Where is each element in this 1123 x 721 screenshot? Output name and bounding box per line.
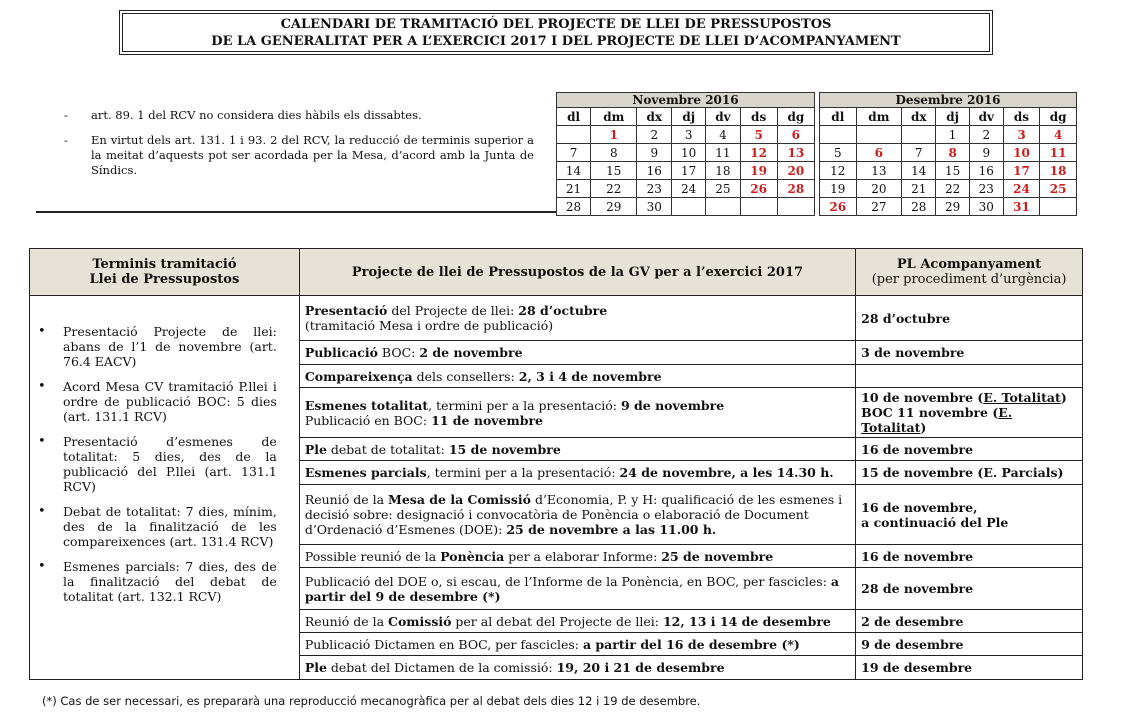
calendar-day: 29 bbox=[936, 198, 970, 216]
text-segment: 15 de novembre (E. Parcials) bbox=[861, 465, 1064, 480]
calendar-day bbox=[777, 198, 814, 216]
text-segment: a partir del 16 de desembre (*) bbox=[582, 636, 800, 652]
calendar-day: 15 bbox=[936, 162, 970, 180]
footnote: (*) Cas de ser necessari, es prepararà una reproducció mecanogràfica per al debat dels dies 12 i 19 de desembre. bbox=[42, 694, 701, 708]
text-segment: del Projecte de llei: bbox=[387, 303, 519, 318]
text-segment: 24 de novembre, a les 14.30 h. bbox=[619, 465, 834, 480]
calendar-week bbox=[820, 126, 1077, 144]
calendar-day: 7 bbox=[557, 144, 591, 162]
calendar-day: 27 bbox=[856, 198, 902, 216]
acompanyament-cell bbox=[856, 656, 1083, 680]
calendar-december bbox=[819, 92, 1077, 216]
terminis-item bbox=[38, 324, 277, 369]
calendar-month-row bbox=[820, 93, 1077, 108]
text-segment: Possible reunió de la bbox=[304, 548, 441, 564]
text-segment: ) bbox=[920, 420, 927, 435]
text-segment: per al debat del Projecte de llei: bbox=[451, 613, 663, 629]
acompanyament-cell bbox=[856, 545, 1083, 568]
calendar-weekday: ds bbox=[740, 108, 777, 126]
text-segment: 9 de novembre bbox=[620, 397, 725, 413]
terminis-item-text: Presentació d’esmenes de totalitat: 5 dies, des de la publicació del P.llei (art. 131.1 RCV) bbox=[63, 434, 277, 494]
text-segment: , termini per a la presentació: bbox=[426, 465, 620, 480]
calendar-day: 12 bbox=[740, 144, 777, 162]
calendar-day: 13 bbox=[856, 162, 902, 180]
text-segment: a partir del 9 de desembre (*) bbox=[304, 573, 839, 604]
schedule-header-row bbox=[30, 249, 1083, 296]
text-segment: Ponència bbox=[440, 548, 505, 564]
text-segment: E. Totalitat bbox=[983, 390, 1061, 405]
projecte-cell bbox=[299, 633, 855, 656]
text-segment: (tramitació Mesa i ordre de publicació) bbox=[304, 318, 554, 333]
acompanyament-cell bbox=[856, 365, 1083, 388]
calendar-day: 28 bbox=[902, 198, 936, 216]
calendar-weekday: dg bbox=[777, 108, 814, 126]
calendar-day: 30 bbox=[637, 198, 672, 216]
header-projecte: Projecte de llei de Pressupostos de la GV per a l’exercici 2017 bbox=[299, 249, 855, 296]
calendar-weekday: dg bbox=[1040, 108, 1077, 126]
note-text: En virtut dels art. 131. 1 i 93. 2 del RCV, la reducció de terminis superior a la meitat d’aquests pot ser acordada per la Mesa, d’acord amb la Junta de Síndics. bbox=[91, 133, 534, 177]
text-segment: Esmenes parcials bbox=[304, 465, 427, 480]
title-line-2: DE LA GENERALITAT PER A L’EXERCICI 2017 I DEL PROJECTE DE LLEI D’ACOMPANYAMENT bbox=[211, 33, 901, 49]
calendar-month-row bbox=[557, 93, 815, 108]
calendar-day bbox=[706, 198, 740, 216]
terminis-item-text: Esmenes parcials: 7 dies, des de la finalització del debat de totalitat (art. 132.1 RCV) bbox=[63, 559, 277, 604]
calendar-day: 15 bbox=[591, 162, 637, 180]
acompanyament-cell bbox=[856, 388, 1083, 438]
header-terminis bbox=[30, 249, 300, 296]
calendar-weekday-row bbox=[820, 108, 1077, 126]
acompanyament-cell bbox=[856, 568, 1083, 610]
terminis-cell bbox=[30, 296, 300, 680]
schedule-table bbox=[29, 248, 1083, 680]
calendar-day: 4 bbox=[1040, 126, 1077, 144]
terminis-item bbox=[38, 504, 277, 549]
text-segment: 2 de desembre bbox=[861, 613, 964, 629]
calendar-day: 26 bbox=[740, 180, 777, 198]
calendar-weekday-row bbox=[557, 108, 815, 126]
calendar-day: 11 bbox=[706, 144, 740, 162]
text-segment: ) BOC 11 novembre ( bbox=[861, 390, 1067, 420]
text-segment: Comissió bbox=[388, 613, 452, 629]
calendar-day: 1 bbox=[936, 126, 970, 144]
bullet: • bbox=[38, 324, 46, 339]
calendar-day: 25 bbox=[706, 180, 740, 198]
calendar-day: 2 bbox=[969, 126, 1003, 144]
calendar-month-title: Novembre 2016 bbox=[557, 93, 815, 108]
acompanyament-cell bbox=[856, 633, 1083, 656]
text-segment: Presentació bbox=[304, 303, 388, 318]
calendar-day: 16 bbox=[637, 162, 672, 180]
text-segment: , termini per a la presentació: bbox=[428, 397, 621, 413]
text-segment: 19 de desembre bbox=[861, 660, 973, 675]
calendar-week bbox=[820, 144, 1077, 162]
calendar-day bbox=[740, 198, 777, 216]
projecte-cell bbox=[299, 568, 855, 610]
calendar-day: 8 bbox=[936, 144, 970, 162]
text-segment: Publicació Dictamen en BOC, per fascicles: bbox=[304, 636, 583, 652]
calendar-day: 11 bbox=[1040, 144, 1077, 162]
text-segment: 16 de novembre bbox=[861, 548, 974, 564]
bullet: • bbox=[38, 379, 46, 394]
text-segment: 28 d’octubre bbox=[518, 303, 608, 318]
text-segment: 10 de novembre ( bbox=[861, 390, 984, 405]
calendar-day: 1 bbox=[591, 126, 637, 144]
text-segment: 2 de novembre bbox=[419, 345, 523, 360]
text-segment: 12, 13 i 14 de desembre bbox=[662, 613, 831, 629]
text-segment: 19, 20 i 21 de desembre bbox=[556, 660, 725, 675]
calendar-weekday: dx bbox=[637, 108, 672, 126]
text-segment: Ple bbox=[304, 441, 327, 457]
text-segment: 9 de desembre bbox=[861, 636, 964, 652]
calendar-day: 30 bbox=[969, 198, 1003, 216]
text-segment: 11 de novembre bbox=[431, 412, 544, 428]
header-acompanyament-line2: (per procediment d’urgència) bbox=[871, 272, 1067, 287]
calendar-day: 17 bbox=[1003, 162, 1040, 180]
terminis-item bbox=[38, 379, 277, 424]
header-acompanyament bbox=[856, 249, 1083, 296]
text-segment: per a elaborar Informe: bbox=[504, 548, 662, 564]
calendar-day: 22 bbox=[936, 180, 970, 198]
header-terminis-line2: Llei de Pressupostos bbox=[89, 272, 240, 287]
terminis-item-text: Presentació Projecte de llei: abans de l’1 de novembre (art. 76.4 EACV) bbox=[63, 324, 277, 369]
calendar-day: 19 bbox=[740, 162, 777, 180]
divider-line bbox=[36, 211, 556, 213]
calendar-day: 28 bbox=[777, 180, 814, 198]
note-item bbox=[64, 133, 534, 178]
calendar-month-title: Desembre 2016 bbox=[820, 93, 1077, 108]
text-segment: Reunió de la bbox=[304, 613, 389, 629]
schedule-body bbox=[30, 296, 1083, 680]
calendar-day: 21 bbox=[902, 180, 936, 198]
text-segment: 15 de novembre bbox=[448, 441, 561, 457]
text-segment: Esmenes totalitat bbox=[304, 397, 429, 413]
calendar-day: 12 bbox=[820, 162, 857, 180]
calendar-weekday: dl bbox=[557, 108, 591, 126]
projecte-cell bbox=[299, 438, 855, 461]
bullet: • bbox=[38, 434, 46, 449]
calendar-weekday: dv bbox=[706, 108, 740, 126]
header-acompanyament-line1: PL Acompanyament bbox=[896, 257, 1042, 272]
calendar-weekday: dm bbox=[856, 108, 902, 126]
acompanyament-cell bbox=[856, 296, 1083, 341]
text-segment: BOC: bbox=[377, 345, 420, 360]
calendar-day: 23 bbox=[637, 180, 672, 198]
calendar-day: 25 bbox=[1040, 180, 1077, 198]
acompanyament-cell bbox=[856, 438, 1083, 461]
calendar-day: 19 bbox=[820, 180, 857, 198]
calendar-day: 24 bbox=[672, 180, 706, 198]
calendar-day: 28 bbox=[557, 198, 591, 216]
text-segment: 16 de novembre bbox=[861, 441, 974, 457]
terminis-item-text: Debat de totalitat: 7 dies, mínim, des de la finalització de les compareixences (art. 131.4 RCV) bbox=[63, 504, 277, 549]
projecte-cell bbox=[299, 656, 855, 680]
text-segment: 28 d’octubre bbox=[861, 310, 951, 326]
calendar-day: 6 bbox=[856, 144, 902, 162]
text-segment: Publicació bbox=[304, 345, 378, 360]
calendar-day: 10 bbox=[1003, 144, 1040, 162]
calendar-day: 10 bbox=[672, 144, 706, 162]
schedule-row bbox=[30, 296, 1083, 341]
text-segment: d’Economia, P. y H: qualificació de les esmenes i decisió sobre: designació i convocatòria de Ponència o elaboració de Document d’Ordenació d’Esmenes (DOE): bbox=[304, 492, 843, 537]
calendar-day: 23 bbox=[969, 180, 1003, 198]
text-segment: Mesa de la Comissió bbox=[388, 492, 531, 507]
calendar-week bbox=[557, 180, 815, 198]
note-item bbox=[64, 108, 534, 123]
calendar-week bbox=[557, 162, 815, 180]
text-segment: debat de totalitat: bbox=[326, 441, 449, 457]
calendar-day: 2 bbox=[637, 126, 672, 144]
title-line-1: CALENDARI DE TRAMITACIÓ DEL PROJECTE DE LLEI DE PRESSUPOSTOS bbox=[280, 16, 832, 32]
calendar-week bbox=[820, 180, 1077, 198]
header-terminis-line1: Terminis tramitació bbox=[92, 257, 237, 272]
bullet: • bbox=[38, 504, 46, 519]
text-segment: Ple bbox=[304, 660, 327, 675]
acompanyament-cell bbox=[856, 341, 1083, 365]
calendar-day: 14 bbox=[902, 162, 936, 180]
calendar-day bbox=[1040, 198, 1077, 216]
projecte-cell bbox=[299, 388, 855, 438]
calendar-day: 9 bbox=[637, 144, 672, 162]
text-segment: E. Totalitat bbox=[861, 405, 1013, 435]
calendar-day: 29 bbox=[591, 198, 637, 216]
calendar-day bbox=[672, 198, 706, 216]
calendar-day: 16 bbox=[969, 162, 1003, 180]
projecte-cell bbox=[299, 365, 855, 388]
calendar-day bbox=[902, 126, 936, 144]
notes bbox=[64, 108, 534, 188]
calendar-day: 21 bbox=[557, 180, 591, 198]
calendar-weekday: dv bbox=[969, 108, 1003, 126]
acompanyament-cell bbox=[856, 461, 1083, 485]
note-text: art. 89. 1 del RCV no considera dies hàbils els dissabtes. bbox=[91, 108, 422, 122]
calendar-day: 20 bbox=[856, 180, 902, 198]
calendar-day bbox=[856, 126, 902, 144]
calendar-day: 8 bbox=[591, 144, 637, 162]
calendar-day: 13 bbox=[777, 144, 814, 162]
calendar-weekday: dm bbox=[591, 108, 637, 126]
calendar-day: 4 bbox=[706, 126, 740, 144]
note-dash: - bbox=[64, 133, 68, 147]
calendar-weekday: dx bbox=[902, 108, 936, 126]
calendar-day: 24 bbox=[1003, 180, 1040, 198]
document-title-box bbox=[119, 10, 993, 55]
text-segment: 28 de novembre bbox=[861, 581, 974, 596]
calendar-week bbox=[557, 198, 815, 216]
projecte-cell bbox=[299, 341, 855, 365]
calendar-day: 3 bbox=[1003, 126, 1040, 144]
calendar-day: 7 bbox=[902, 144, 936, 162]
calendar-day: 3 bbox=[672, 126, 706, 144]
terminis-item-text: Acord Mesa CV tramitació P.llei i ordre de publicació BOC: 5 dies (art. 131.1 RCV) bbox=[63, 379, 277, 424]
calendar-day bbox=[820, 126, 857, 144]
calendar-day: 26 bbox=[820, 198, 857, 216]
document-title bbox=[122, 13, 990, 52]
text-segment: Publicació del DOE o, si escau, de l’Informe de la Ponència, en BOC, per fascicles: bbox=[304, 573, 831, 589]
projecte-cell bbox=[299, 461, 855, 485]
calendar-week bbox=[820, 162, 1077, 180]
text-segment: 25 de novembre bbox=[661, 548, 774, 564]
calendar-day bbox=[557, 126, 591, 144]
text-segment: 25 de novembre a las 11.00 h. bbox=[506, 522, 717, 537]
note-dash: - bbox=[64, 108, 68, 122]
acompanyament-cell bbox=[856, 485, 1083, 545]
calendar-day: 5 bbox=[820, 144, 857, 162]
text-segment: Compareixença bbox=[304, 368, 413, 384]
text-segment: 2, 3 i 4 de novembre bbox=[518, 368, 662, 384]
calendar-day: 20 bbox=[777, 162, 814, 180]
calendar-weekday: dl bbox=[820, 108, 857, 126]
calendar-day: 5 bbox=[740, 126, 777, 144]
calendar-week bbox=[557, 126, 815, 144]
projecte-cell bbox=[299, 610, 855, 633]
terminis-item bbox=[38, 559, 277, 604]
terminis-list bbox=[38, 324, 277, 604]
projecte-cell bbox=[299, 485, 855, 545]
calendar-week bbox=[820, 198, 1077, 216]
calendar-day: 31 bbox=[1003, 198, 1040, 216]
projecte-cell bbox=[299, 545, 855, 568]
bullet: • bbox=[38, 559, 46, 574]
calendar-day: 6 bbox=[777, 126, 814, 144]
calendar-day: 17 bbox=[672, 162, 706, 180]
text-segment: 16 de novembre, a continuació del Ple bbox=[861, 499, 1009, 530]
calendar-weekday: ds bbox=[1003, 108, 1040, 126]
acompanyament-cell bbox=[856, 610, 1083, 633]
calendar-week bbox=[557, 144, 815, 162]
text-segment: Publicació en BOC: bbox=[304, 412, 428, 428]
calendar-weekday: dj bbox=[672, 108, 706, 126]
calendar-day: 9 bbox=[969, 144, 1003, 162]
calendar-day: 18 bbox=[706, 162, 740, 180]
calendar-weekday: dj bbox=[936, 108, 970, 126]
text-segment: dels consellers: bbox=[412, 368, 519, 384]
text-segment: Reunió de la bbox=[304, 492, 389, 507]
calendar-november bbox=[556, 92, 815, 216]
projecte-cell bbox=[299, 296, 855, 341]
calendar-day: 14 bbox=[557, 162, 591, 180]
terminis-item bbox=[38, 434, 277, 494]
calendar-day: 22 bbox=[591, 180, 637, 198]
text-segment: debat del Dictamen de la comissió: bbox=[326, 660, 557, 675]
text-segment: 3 de novembre bbox=[861, 345, 965, 360]
calendar-day: 18 bbox=[1040, 162, 1077, 180]
